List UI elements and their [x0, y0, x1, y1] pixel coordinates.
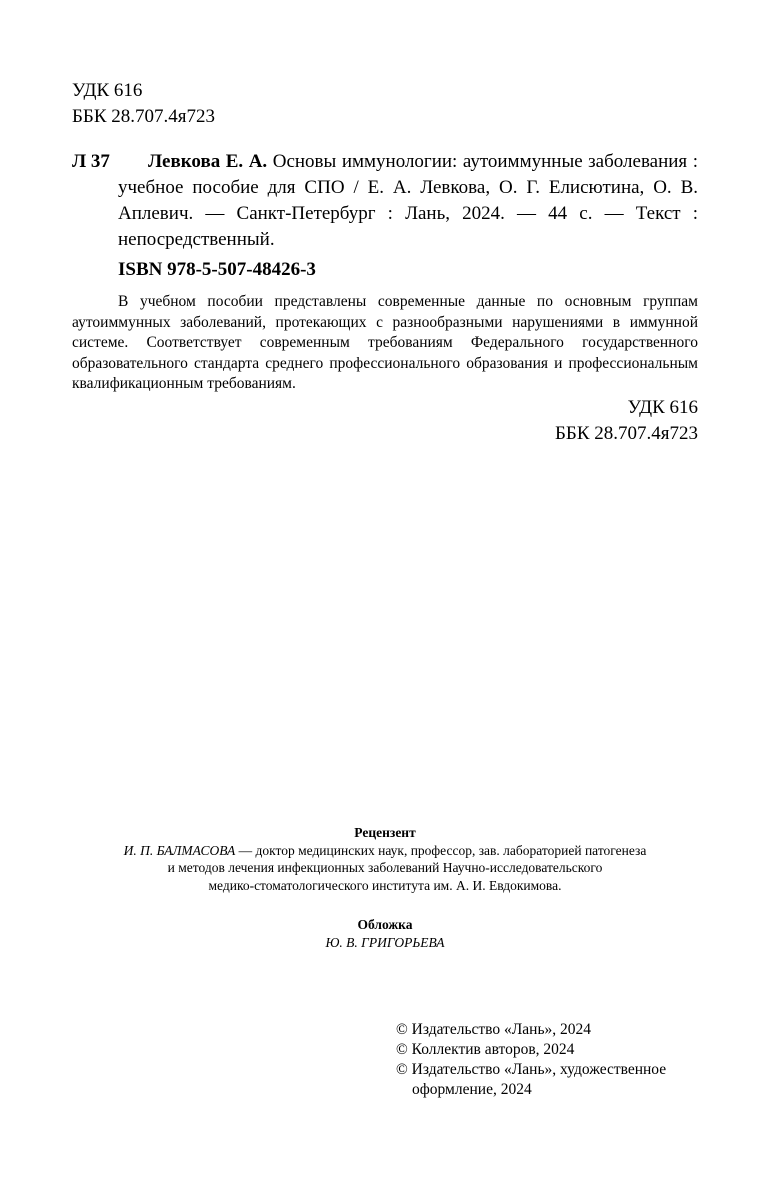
reviewer-description-2: и методов лечения инфекционных заболеваний Научно-исследовательского [167, 860, 603, 875]
annotation: В учебном пособии представлены современные данные по основным группам аутоиммунных заболеваний, протекающих с разнообразными нарушениями в иммунной системе. Соответствует современным требованиям Федерального государственного образовательного стандарта среднего профессионального образования и профессиональным квалификационным требованиям. [72, 293, 698, 392]
udk-code: УДК 616 [72, 80, 143, 101]
udk-code-repeat: УДК 616 [627, 397, 698, 418]
reviewer-name: И. П. БАЛМАСОВА [123, 842, 236, 858]
author-mark: Л 37 [72, 151, 110, 172]
bbk-code: ББК 28.707.4я723 [72, 106, 215, 127]
bibliographic-description [118, 149, 698, 253]
reviewer-block [72, 824, 698, 894]
cover-heading: Обложка [357, 917, 413, 932]
classification-codes-bottom [555, 395, 698, 447]
cover-designer-name: Ю. В. ГРИГОРЬЕВА [325, 934, 445, 950]
copyright-line-publisher: © Издательство «Лань», 2024 [396, 1021, 592, 1038]
copyright-block [396, 1020, 666, 1100]
bibliographic-record [72, 149, 698, 253]
reviewer-line-1 [72, 842, 698, 860]
reviewer-description-3: медико-стоматологического института им. А. И. Евдокимова. [208, 877, 562, 893]
cover-designer-block [72, 916, 698, 951]
author-name: Левкова Е. А. [148, 151, 268, 172]
copyright-line-design-continued: оформление, 2024 [412, 1081, 532, 1098]
reviewer-description-1: — доктор медицинских наук, профессор, зав. лабораторией патогенеза [235, 842, 647, 858]
bbk-code-repeat: ББК 28.707.4я723 [555, 423, 698, 444]
reviewer-heading: Рецензент [354, 825, 416, 840]
copyright-line-design: © Издательство «Лань», художественное [396, 1061, 667, 1078]
title-and-publication: Основы иммунологии: аутоиммунные заболевания : учебное пособие для СПО / Е. А. Левкова, О. Г. Елисютина, О. В. Аплевич. — Санкт-Петербург : Лань, 2024. — 44 с. — Текст : непосредственный. [118, 151, 698, 250]
copyright-line-authors: © Коллектив авторов, 2024 [396, 1041, 575, 1058]
isbn: ISBN 978-5-507-48426-3 [118, 259, 316, 280]
classification-codes-top [72, 78, 215, 130]
